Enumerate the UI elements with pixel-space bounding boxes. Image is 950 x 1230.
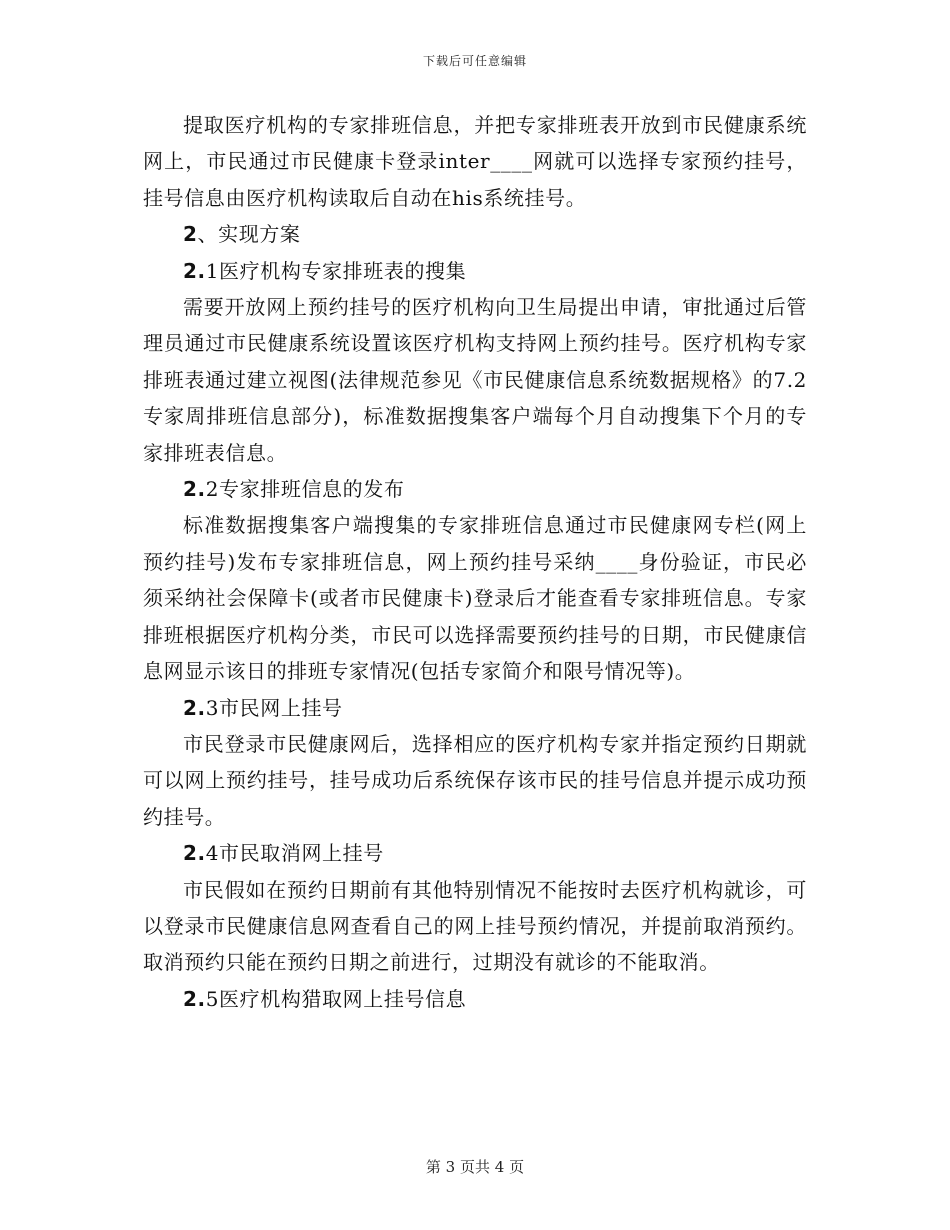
section-number: 2. bbox=[183, 477, 206, 502]
section-heading-2-5 bbox=[143, 981, 807, 1017]
section-number: 2. bbox=[183, 841, 206, 866]
paragraph-2-1: 需要开放网上预约挂号的医疗机构向卫生局提出申请，审批通过后管理员通过市民健康系统设置该医疗机构支持网上预约挂号。医疗机构专家排班表通过建立视图(法律规范参见《市民健康信息系统数据规格》的7.2专家周排班信息部分)，标准数据搜集客户端每个月自动搜集下个月的专家排班表信息。 bbox=[143, 295, 807, 465]
section-title: 5医疗机构猎取网上挂号信息 bbox=[205, 986, 467, 1011]
paragraph-intro: 提取医疗机构的专家排班信息，并把专家排班表开放到市民健康系统网上，市民通过市民健康卡登录inter____网就可以选择专家预约挂号，挂号信息由医疗机构读取后自动在his系统挂号。 bbox=[143, 113, 807, 210]
section-heading-2-1 bbox=[143, 253, 807, 289]
section-title: 、实现方案 bbox=[197, 222, 301, 247]
paragraph-2-2: 标准数据搜集客户端搜集的专家排班信息通过市民健康网专栏(网上预约挂号)发布专家排班信息，网上预约挂号采纳____身份验证，市民必须采纳社会保障卡(或者市民健康卡)登录后才能查看专家排班信息。专家排班根据医疗机构分类，市民可以选择需要预约挂号的日期，市民健康信息网显示该日的排班专家情况(包括专家简介和限号情况等)。 bbox=[143, 513, 807, 684]
section-heading-2 bbox=[143, 216, 807, 252]
paragraph-2-3: 市民登录市民健康网后，选择相应的医疗机构专家并指定预约日期就可以网上预约挂号，挂号成功后系统保存该市民的挂号信息并提示成功预约挂号。 bbox=[143, 731, 807, 829]
section-title: 1医疗机构专家排班表的搜集 bbox=[205, 258, 467, 283]
section-heading-2-3 bbox=[143, 690, 807, 726]
section-number: 2. bbox=[183, 258, 206, 283]
section-heading-2-4 bbox=[143, 835, 807, 871]
section-heading-2-2 bbox=[143, 471, 807, 507]
section-title: 3市民网上挂号 bbox=[205, 695, 343, 720]
section-number: 2 bbox=[183, 222, 198, 247]
section-title: 4市民取消网上挂号 bbox=[205, 841, 384, 866]
section-number: 2. bbox=[183, 986, 206, 1011]
document-body bbox=[143, 107, 807, 1017]
paragraph-2-4: 市民假如在预约日期前有其他特别情况不能按时去医疗机构就诊，可以登录市民健康信息网查看自己的网上挂号预约情况，并提前取消预约。取消预约只能在预约日期之前进行，过期没有就诊的不能取消。 bbox=[143, 877, 807, 975]
page-header: 下载后可任意编辑 bbox=[422, 54, 527, 68]
section-number: 2. bbox=[183, 695, 206, 720]
page-footer: 第 3 页共 4 页 bbox=[425, 1158, 525, 1176]
section-title: 2专家排班信息的发布 bbox=[205, 477, 405, 502]
